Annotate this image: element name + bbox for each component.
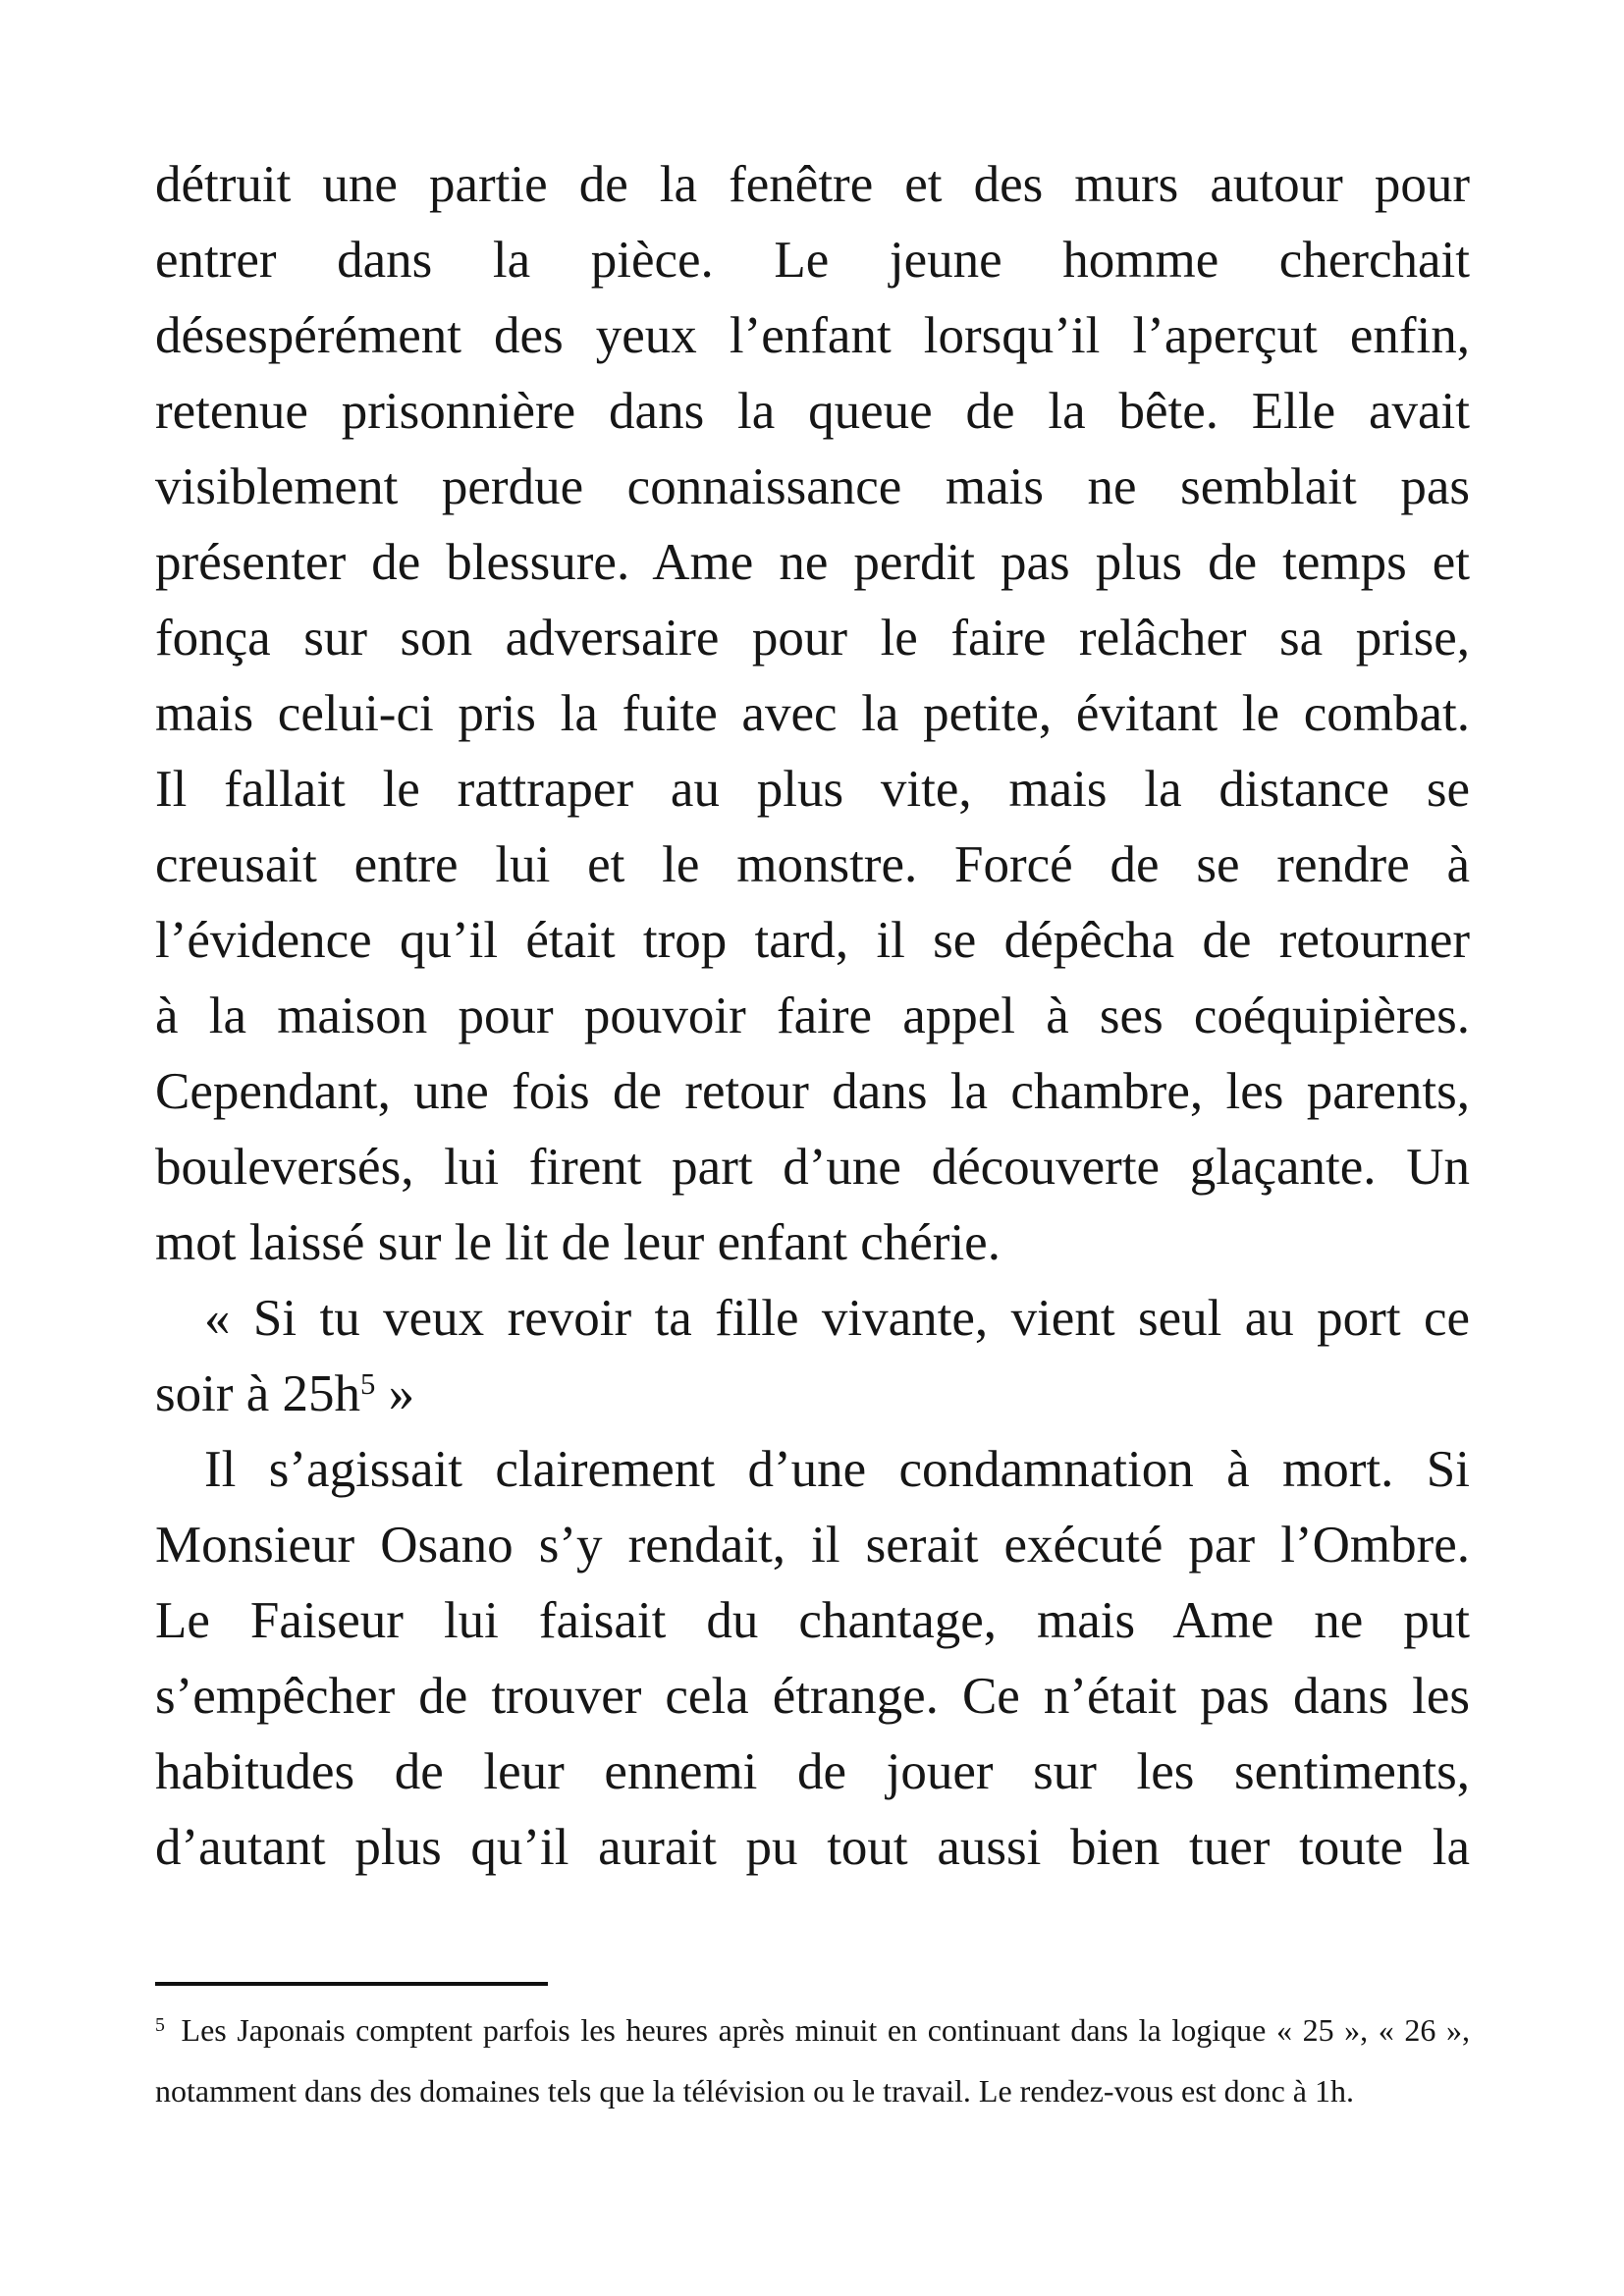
text-line: Il s’agissait clairement d’une condamnation à mort. Si bbox=[204, 1441, 1470, 1498]
footnote bbox=[155, 1982, 1470, 2121]
text-line: bouleversés, lui firent part d’une découverte glaçante. Un bbox=[155, 1139, 1470, 1196]
text-line: désespérément des yeux l’enfant lorsqu’il l’aperçut enfin, bbox=[155, 307, 1470, 364]
page-text-block bbox=[155, 147, 1470, 1886]
quote-paragraph bbox=[155, 1281, 1470, 1432]
text-line bbox=[155, 1357, 1470, 1432]
text-line: Monsieur Osano s’y rendait, il serait exécuté par l’Ombre. bbox=[155, 1517, 1470, 1574]
quote-closing-guillemet: » bbox=[375, 1365, 415, 1422]
text-line: retenue prisonnière dans la queue de la bête. Elle avait bbox=[155, 383, 1470, 440]
paragraph-1 bbox=[155, 147, 1470, 1281]
text-line: à la maison pour pouvoir faire appel à ses coéquipières. bbox=[155, 988, 1470, 1044]
text-line: présenter de blessure. Ame ne perdit pas plus de temps et bbox=[155, 534, 1470, 591]
text-line: d’autant plus qu’il aurait pu tout aussi bien tuer toute la bbox=[155, 1819, 1470, 1876]
text-line: creusait entre lui et le monstre. Forcé de se rendre à bbox=[155, 836, 1470, 893]
text-line: habitudes de leur ennemi de jouer sur les sentiments, bbox=[155, 1743, 1470, 1800]
text-line: l’évidence qu’il était trop tard, il se dépêcha de retourner bbox=[155, 912, 1470, 969]
footnote-text: Les Japonais comptent parfois les heures après minuit en continuant dans la logique « 25 », « 26 », bbox=[170, 2012, 1470, 2048]
footnote-marker: 5 bbox=[155, 2014, 165, 2037]
text-line: fonça sur son adversaire pour le faire relâcher sa prise, bbox=[155, 610, 1470, 667]
text-line: Il fallait le rattraper au plus vite, mais la distance se bbox=[155, 761, 1470, 818]
text-line: visiblement perdue connaissance mais ne semblait pas bbox=[155, 458, 1470, 515]
text-line: entrer dans la pièce. Le jeune homme cherchait bbox=[155, 232, 1470, 289]
quote-line-text: soir à 25h bbox=[155, 1365, 361, 1422]
footnote-reference: 5 bbox=[360, 1367, 376, 1402]
text-line: détruit une partie de la fenêtre et des murs autour pour bbox=[155, 156, 1470, 213]
text-line: Cependant, une fois de retour dans la chambre, les parents, bbox=[155, 1063, 1470, 1120]
text-line: mais celui-ci pris la fuite avec la petite, évitant le combat. bbox=[155, 685, 1470, 742]
text-line: « Si tu veux revoir ta fille vivante, vient seul au port ce bbox=[204, 1290, 1470, 1347]
text-line: s’empêcher de trouver cela étrange. Ce n’était pas dans les bbox=[155, 1668, 1470, 1725]
footnote-text-line: notamment dans des domaines tels que la télévision ou le travail. Le rendez-vous est donc à 1h. bbox=[155, 2073, 1354, 2109]
paragraph-3 bbox=[155, 1432, 1470, 1886]
footnote-text-line bbox=[155, 2000, 1470, 2060]
text-line: Le Faiseur lui faisait du chantage, mais Ame ne put bbox=[155, 1592, 1470, 1649]
text-line: mot laissé sur le lit de leur enfant chérie. bbox=[155, 1214, 1001, 1271]
footnote-separator-rule bbox=[155, 1982, 548, 1986]
